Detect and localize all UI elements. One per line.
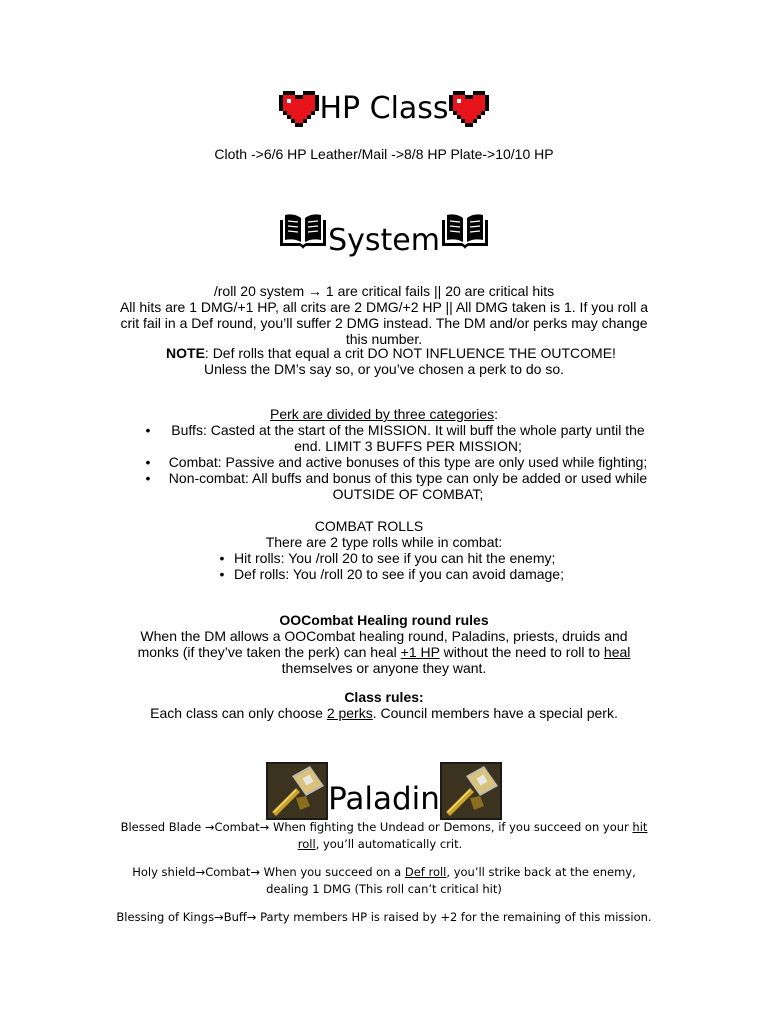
bullet-icon: • <box>145 454 151 470</box>
list-item-text: OUTSIDE OF COMBAT; <box>332 486 484 502</box>
list-item <box>138 454 658 470</box>
hammer-icon <box>266 762 328 820</box>
list-item-text: Buffs: Casted at the start of the MISSION. It will buff the whole party until the <box>171 422 645 438</box>
text-span: Blessed Blade →Combat→ When fighting the Undead or Demons, if you succeed on your <box>120 820 633 834</box>
underlined-text: hit <box>632 820 648 834</box>
text-span: . Council members have a special perk. <box>372 705 618 721</box>
paladin-perk-line <box>0 836 768 853</box>
system-rule-line: this number. <box>345 331 423 347</box>
note-text: : Def rolls that equal a crit DO NOT INFLUENCE THE OUTCOME! <box>204 345 616 361</box>
text-span: without the need to roll to <box>439 644 604 660</box>
paladin-perk-line <box>0 819 768 836</box>
system-title: System <box>328 223 440 258</box>
underlined-text: 2 perks <box>326 705 373 721</box>
bullet-icon: • <box>219 566 225 582</box>
paladin-perk-line <box>0 864 768 881</box>
list-item-text: Combat: Passive and active bonuses of this type are only used while fighting; <box>168 454 648 470</box>
perk-categories-list <box>138 422 658 502</box>
pixel-heart-icon <box>279 91 319 127</box>
list-item <box>138 422 658 454</box>
note-line <box>0 345 768 361</box>
paladin-title: Paladin <box>328 781 440 817</box>
system-rule-line: crit fail in a Def round, you’ll suffer 2 DMG instead. The DM and/or perks may change <box>120 315 648 331</box>
list-item-text: end. LIMIT 3 BUFFS PER MISSION; <box>294 438 522 454</box>
bullet-icon: • <box>219 550 225 566</box>
class-rules-text <box>0 705 768 721</box>
open-book-icon <box>278 212 328 252</box>
underlined-text: Def roll <box>404 865 447 879</box>
system-rule-line: /roll 20 system → 1 are critical fails || 20 are critical hits <box>213 283 555 299</box>
perks-heading-text: Perk are divided by three categories <box>269 406 495 422</box>
hp-class-heading <box>0 86 768 130</box>
ooc-healing-heading: OOCombat Healing round rules <box>279 612 489 628</box>
list-item-text: Non-combat: All buffs and bonus of this type can only be added or used while <box>168 470 648 486</box>
perks-heading-suffix: : <box>494 406 498 422</box>
ooc-healing-line <box>0 644 768 660</box>
class-rules-heading: Class rules: <box>344 689 424 705</box>
list-item-text: Hit rolls: You /roll 20 to see if you can hit the enemy; <box>234 550 556 566</box>
bullet-icon: • <box>145 470 151 486</box>
ooc-healing-line: themselves or anyone they want. <box>281 660 487 676</box>
list-item <box>212 550 582 566</box>
text-span: , you’ll strike back at the enemy, <box>446 865 636 879</box>
open-book-icon <box>440 212 490 252</box>
combat-rolls-list <box>212 550 582 582</box>
text-span: Holy shield→Combat→ When you succeed on a <box>132 865 405 879</box>
paladin-perk-line: Blessing of Kings→Buff→ Party members HP is raised by +2 for the remaining of this mission. <box>116 910 652 924</box>
list-item <box>212 566 582 582</box>
note-label: NOTE <box>166 345 205 361</box>
underlined-text: +1 HP <box>400 644 440 660</box>
text-span: , you’ll automatically crit. <box>315 837 463 851</box>
underlined-text: heal <box>603 644 631 660</box>
hp-class-title: HP Class <box>319 90 449 126</box>
paladin-heading <box>0 752 768 817</box>
bullet-icon: • <box>145 422 151 438</box>
hammer-icon <box>440 762 502 820</box>
pixel-heart-icon <box>449 91 489 127</box>
combat-rolls-intro: There are 2 type rolls while in combat: <box>265 534 503 550</box>
text-span: Each class can only choose <box>150 705 327 721</box>
perks-heading <box>0 406 768 422</box>
system-heading <box>0 196 768 258</box>
system-rule-line: All hits are 1 DMG/+1 HP, all crits are 2 DMG/+2 HP || All DMG taken is 1. If you roll a <box>119 299 649 315</box>
paladin-perk-line: dealing 1 DMG (This roll can’t critical hit) <box>266 882 502 896</box>
text-span: monks (if they’ve taken the perk) can heal <box>137 644 401 660</box>
note-line-2: Unless the DM’s say so, or you’ve chosen a perk to do so. <box>203 361 565 377</box>
combat-rolls-heading: COMBAT ROLLS <box>314 518 424 534</box>
underlined-text: roll <box>297 837 316 851</box>
hp-classes-line: Cloth ->6/6 HP Leather/Mail ->8/8 HP Plate->10/10 HP <box>214 146 554 162</box>
list-item-text: Def rolls: You /roll 20 to see if you can avoid damage; <box>234 566 564 582</box>
list-item <box>138 470 658 502</box>
ooc-healing-line: When the DM allows a OOCombat healing round, Paladins, priests, druids and <box>140 628 628 644</box>
